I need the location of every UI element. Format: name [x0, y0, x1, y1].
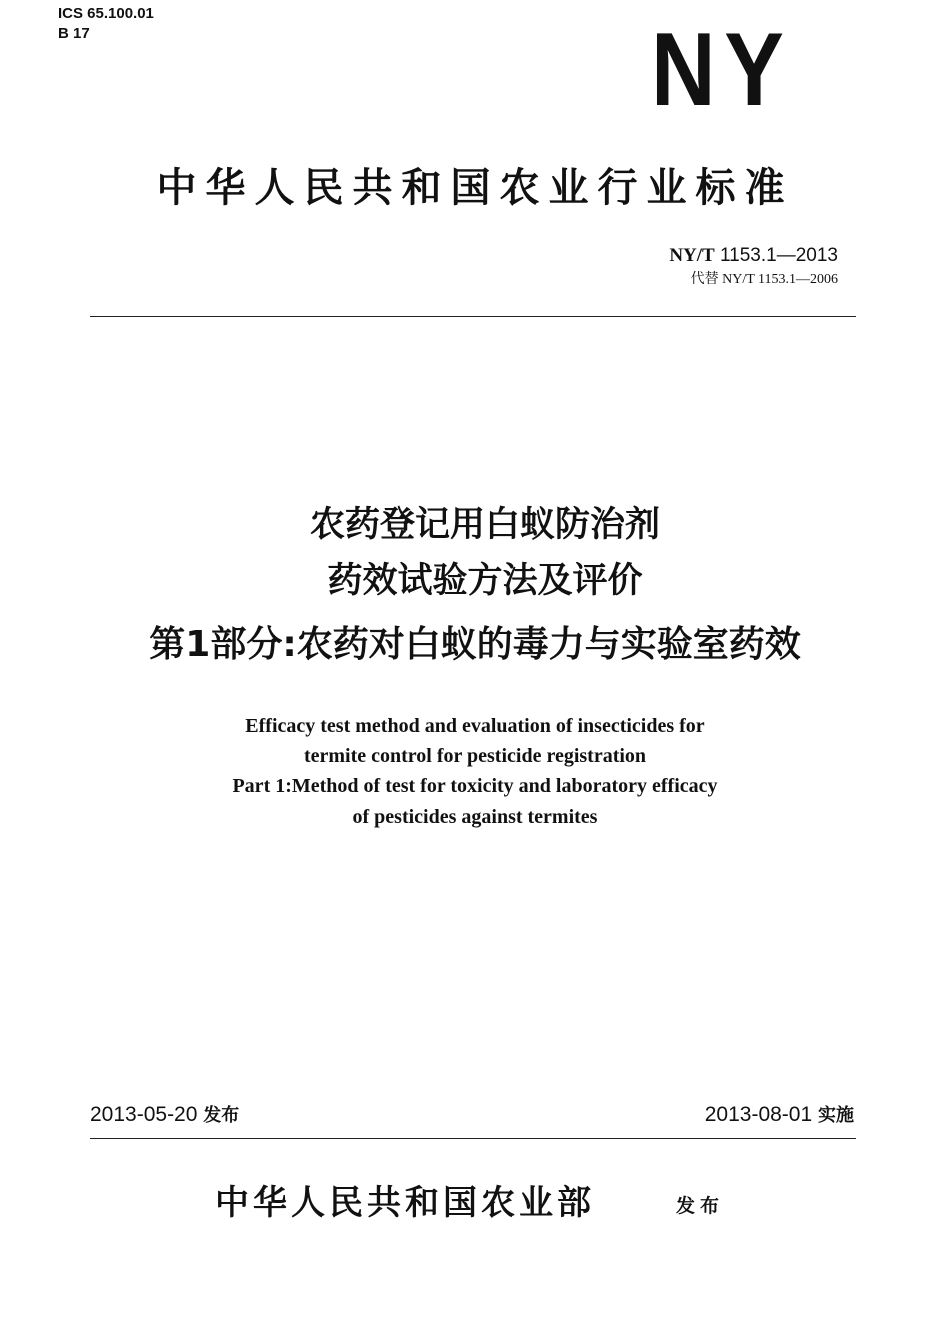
publish-label: 发布: [676, 1195, 725, 1217]
title-en-line2: termite control for pesticide registration: [303, 745, 647, 767]
implement-date: 2013-08-01: [704, 1103, 813, 1126]
standard-number-value: 1153.1—2013: [720, 245, 838, 266]
standard-category-title: 中华人民共和国农业行业标准: [156, 165, 794, 211]
title-cn-line2: 药效试验方法及评价: [327, 561, 643, 601]
implement-date-block: [705, 1100, 854, 1131]
header-divider: [90, 316, 856, 317]
issue-label: 发布: [203, 1105, 240, 1126]
issue-date-block: [90, 1100, 239, 1131]
title-en-line1: Efficacy test method and evaluation of insecticides for: [245, 715, 705, 737]
publisher-name: 中华人民共和国农业部: [215, 1183, 595, 1223]
issue-date: 2013-05-20: [90, 1103, 198, 1126]
classification-codes: [58, 4, 154, 44]
title-cn-line1: 农药登记用白蚁防治剂: [309, 505, 660, 545]
ics-code: ICS 65.100.01: [58, 5, 154, 22]
title-cn-line3: 第1部分:农药对白蚁的毒力与实验室药效: [149, 624, 801, 665]
standard-number: [669, 244, 838, 268]
title-en-line4: of pesticides against termites: [352, 806, 598, 828]
title-en-line3: Part 1:Method of test for toxicity and laboratory efficacy: [232, 775, 718, 797]
ccs-code: B 17: [58, 25, 90, 42]
ny-logo: NY: [650, 12, 792, 128]
replaces-standard: 代替 NY/T 1153.1—2006: [690, 272, 838, 287]
footer-divider: [90, 1138, 856, 1139]
implement-label: 实施: [818, 1105, 854, 1126]
standard-number-prefix: NY/T: [669, 245, 715, 266]
